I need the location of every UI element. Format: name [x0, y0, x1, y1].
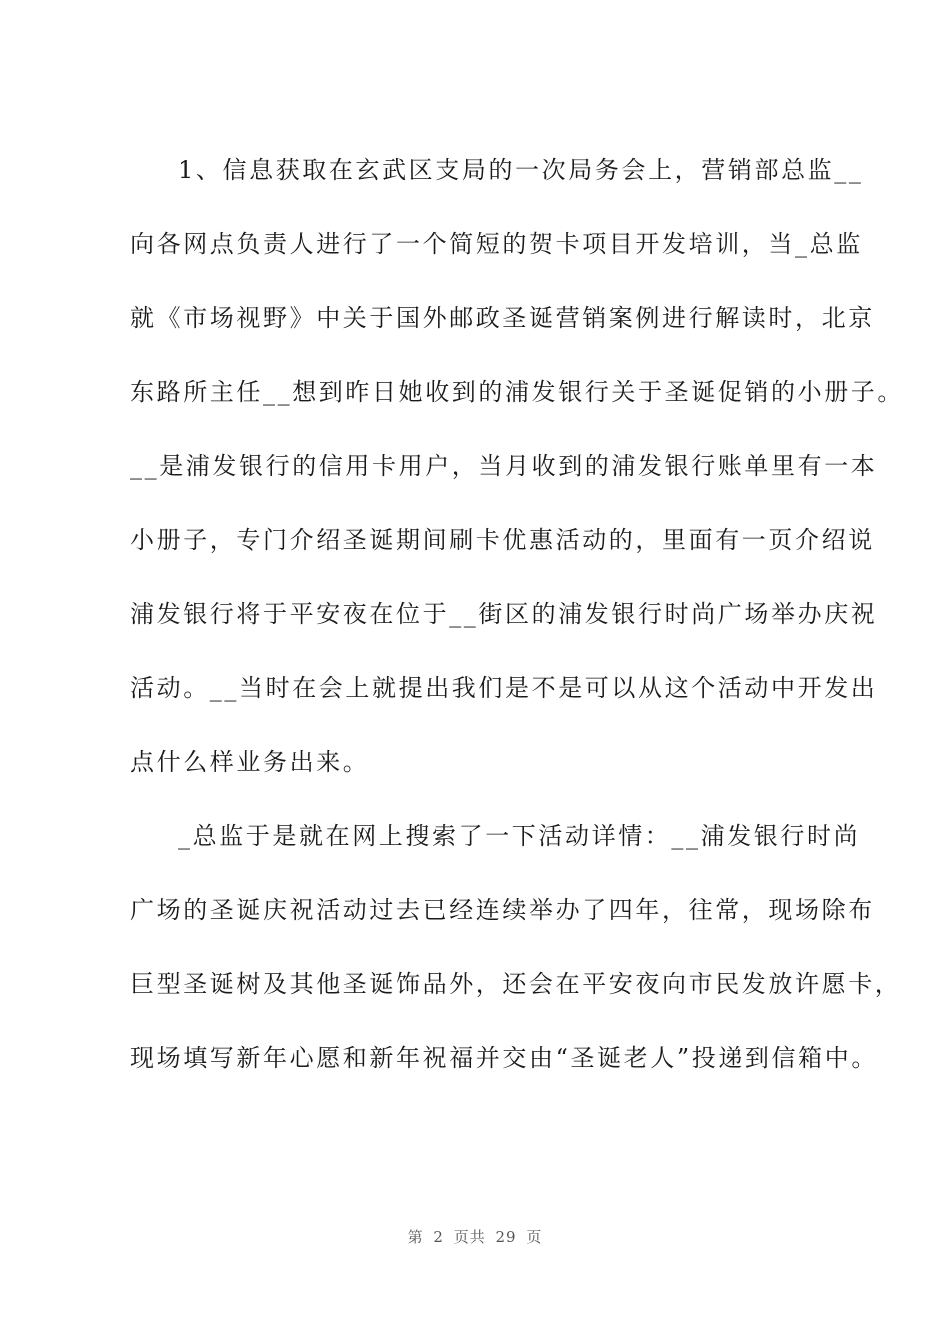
- text-line: 点什么样业务出来。: [130, 748, 370, 776]
- text-line: 巨型圣诞树及其他圣诞饰品外，还会在平安夜向市民发放许愿卡，: [130, 970, 902, 998]
- page-number-footer: 第 2 页共 29 页: [407, 1228, 543, 1246]
- text-line: 广场的圣诞庆祝活动过去已经连续举办了四年，往常，现场除布: [130, 896, 875, 924]
- text-line: 小册子，专门介绍圣诞期间刷卡优惠活动的，里面有一页介绍说: [130, 526, 875, 554]
- text-line: 现场填写新年心愿和新年祝福并交由“圣诞老人”投递到信箱中。: [130, 1044, 878, 1072]
- text-line: 向各网点负责人进行了一个简短的贺卡项目开发培训，当_总监: [130, 230, 863, 258]
- text-line: __是浦发银行的信用卡用户，当月收到的浦发银行账单里有一本: [130, 452, 878, 480]
- text-line: 就《市场视野》中关于国外邮政圣诞营销案例进行解读时，北京: [130, 304, 875, 332]
- text-line: 东路所主任__想到昨日她收到的浦发银行关于圣诞促销的小册子。: [130, 378, 904, 406]
- text-line: 活动。__当时在会上就提出我们是不是可以从这个活动中开发出: [130, 674, 878, 702]
- text-line: 1、信息获取在玄武区支局的一次局务会上，营销部总监__: [178, 156, 864, 184]
- text-line: 浦发银行将于平安夜在位于__街区的浦发银行时尚广场举办庆祝: [130, 600, 878, 628]
- text-line: _总监于是就在网上搜索了一下活动详情：__浦发银行时尚: [178, 822, 861, 850]
